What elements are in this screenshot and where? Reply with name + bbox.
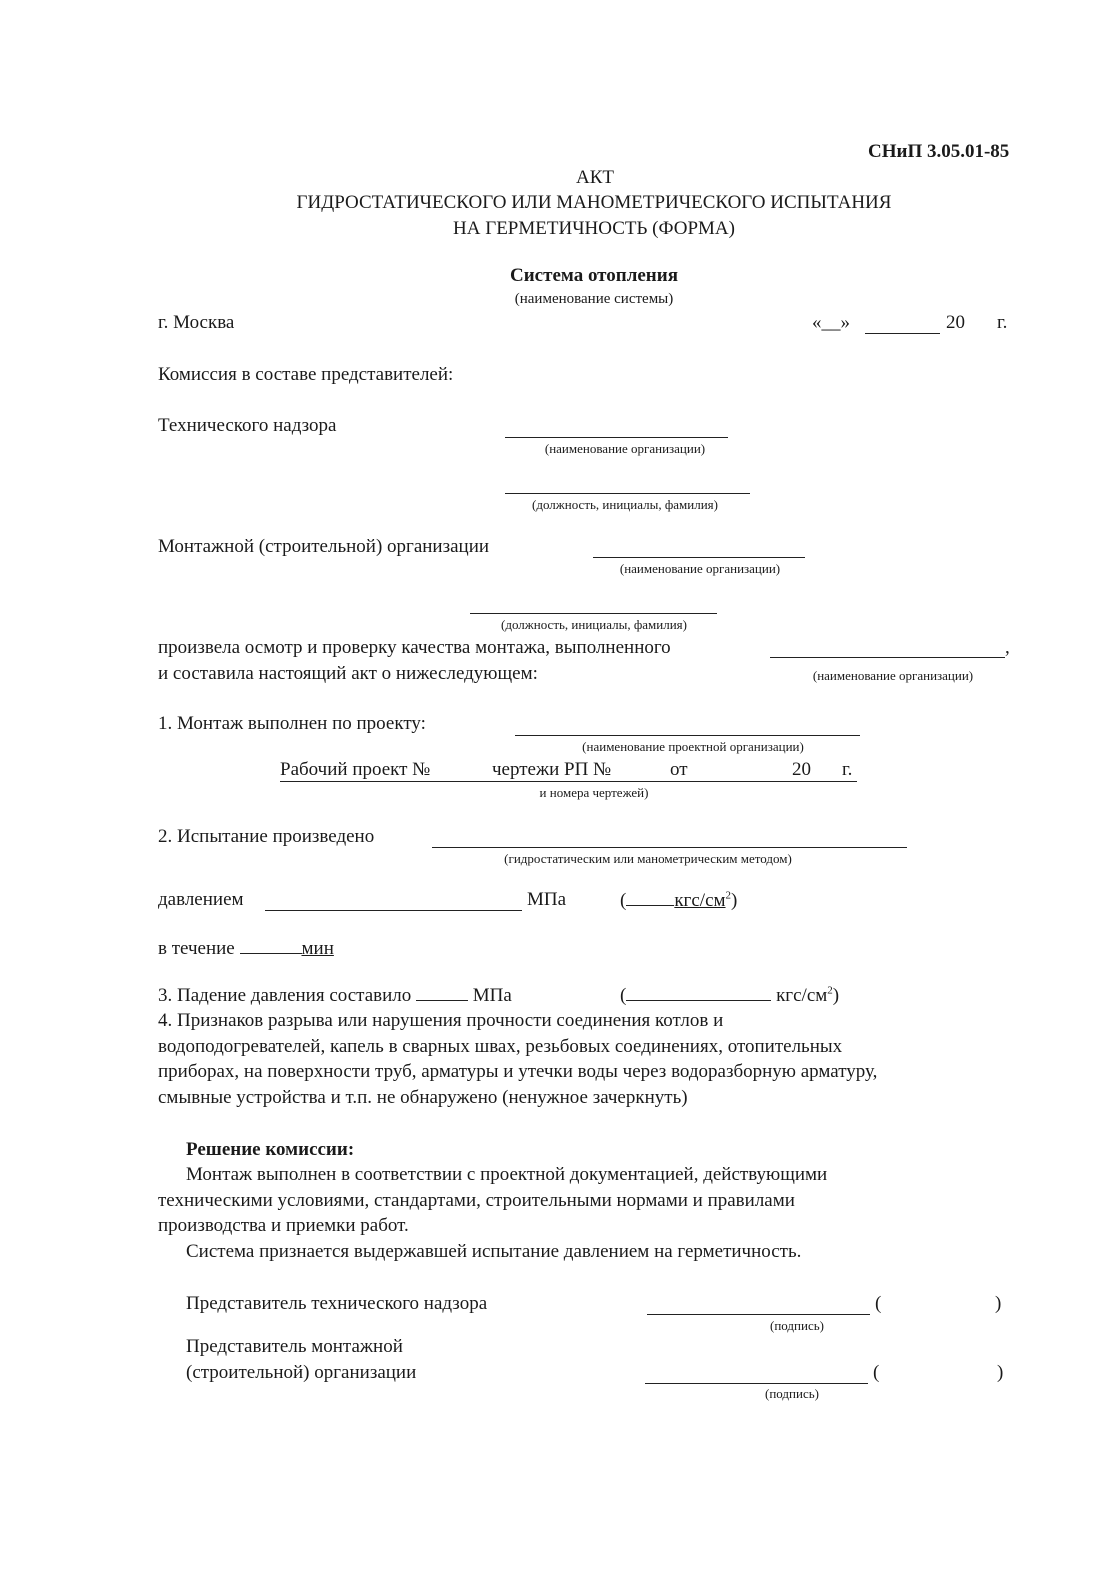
item-4-line-2: водоподогревателей, капель в сварных швах, резьбовых соединениях, отопительных xyxy=(158,1036,843,1057)
tech-paren-open: ( xyxy=(875,1293,882,1314)
project-year: 20 xyxy=(792,759,811,780)
drawings-label: чертежи РП № xyxy=(492,759,612,780)
install-org-caption: (наименование организации) xyxy=(619,561,781,576)
decision-line-2: техническими условиями, стандартами, строительными нормами и правилами xyxy=(158,1190,795,1211)
project-line xyxy=(280,759,857,782)
method-caption: (гидростатическим или манометрическим методом) xyxy=(504,851,792,866)
title-line-3: НА ГЕРМЕТИЧНОСТЬ (ФОРМА) xyxy=(453,218,735,239)
system-caption: (наименование системы) xyxy=(514,291,674,307)
install-org-label: Монтажной (строительной) организации xyxy=(158,536,490,557)
project-org-caption: (наименование проектной организации) xyxy=(582,739,804,754)
decision-line-4: Система признается выдержавшей испытание давлением на герметичность. xyxy=(186,1241,802,1262)
performed-text: произвела осмотр и проверку качества монтажа, выполненного xyxy=(158,637,671,658)
kgs-square: 2 xyxy=(725,889,732,902)
paren-close: ) xyxy=(832,985,840,1006)
date-day: «__» xyxy=(812,312,850,333)
install-person-caption: (должность, инициалы, фамилия) xyxy=(501,617,687,632)
commission-intro: Комиссия в составе представителей: xyxy=(158,364,454,385)
tech-person-caption: (должность, инициалы, фамилия) xyxy=(532,497,718,512)
paren-close: ) xyxy=(731,890,738,911)
item-3-text: 3. Падение давления составило xyxy=(158,985,412,1006)
tech-rep-label: Представитель технического надзора xyxy=(186,1293,488,1314)
project-caption: и номера чертежей) xyxy=(539,785,649,800)
drop-mpa: МПа xyxy=(472,985,512,1006)
install-paren-close: ) xyxy=(997,1362,1004,1383)
system-name: Система отопления xyxy=(510,265,678,286)
install-rep-label-1: Представитель монтажной xyxy=(186,1336,403,1357)
item-1: 1. Монтаж выполнен по проекту: xyxy=(158,713,426,734)
during-text: в течение xyxy=(158,938,235,959)
paren-open: ( xyxy=(620,985,627,1006)
install-sign-line xyxy=(645,1383,868,1384)
pressure-mpa: МПа xyxy=(527,889,567,910)
item-2: 2. Испытание произведено xyxy=(158,826,375,847)
performer-line xyxy=(770,657,1005,658)
from-label: от xyxy=(670,759,688,780)
item-3 xyxy=(158,984,512,1007)
decision-title: Решение комиссии: xyxy=(186,1139,355,1160)
minutes-unit: мин xyxy=(301,938,334,959)
pressure-kgs xyxy=(620,889,737,912)
drop-kgs-line xyxy=(626,984,771,1001)
minutes-line xyxy=(240,937,302,954)
tech-sign-caption: (подпись) xyxy=(770,1318,824,1333)
date-year: 20 xyxy=(946,312,965,333)
install-sign-caption: (подпись) xyxy=(765,1386,819,1401)
kgs-line xyxy=(626,889,674,906)
title-akt: АКТ xyxy=(576,167,614,188)
during-label xyxy=(158,937,334,960)
title-line-2: ГИДРОСТАТИЧЕСКОГО ИЛИ МАНОМЕТРИЧЕСКОГО ИСПЫТАНИЯ xyxy=(296,192,892,213)
project-year-suffix: г. xyxy=(842,759,853,780)
project-number-label: Рабочий проект № xyxy=(280,759,431,780)
install-paren-open: ( xyxy=(873,1362,880,1383)
pressure-line xyxy=(265,910,522,911)
item-4-line-1: 4. Признаков разрыва или нарушения прочности соединения котлов и xyxy=(158,1010,724,1031)
paren-open: ( xyxy=(620,890,627,911)
kgs-square: 2 xyxy=(827,984,833,997)
performer-caption: (наименование организации) xyxy=(812,668,974,683)
tech-org-caption: (наименование организации) xyxy=(544,441,706,456)
method-line xyxy=(432,847,907,848)
tech-paren-close: ) xyxy=(995,1293,1002,1314)
install-person-line xyxy=(470,613,717,614)
item-4-line-3: приборах, на поверхности труб, арматуры и утечки воды через водоразборную арматуру, xyxy=(158,1061,878,1082)
tech-sign-line xyxy=(647,1314,870,1315)
date-month-line xyxy=(865,333,940,334)
install-rep-label-2: (строительной) организации xyxy=(186,1362,417,1383)
comma: , xyxy=(1005,637,1010,658)
drop-kgs xyxy=(620,984,839,1007)
kgs-unit: кгс/см xyxy=(674,890,726,911)
project-org-line xyxy=(515,735,860,736)
tech-supervision-label: Технического надзора xyxy=(158,415,337,436)
snip-code: СНиП 3.05.01-85 xyxy=(868,141,1010,162)
item-4-line-4: смывные устройства и т.п. не обнаружено (ненужное зачеркнуть) xyxy=(158,1087,688,1108)
pressure-label: давлением xyxy=(158,889,244,910)
tech-org-line xyxy=(505,437,728,438)
composed-text: и составила настоящий акт о нижеследующем: xyxy=(158,663,538,684)
tech-person-line xyxy=(505,493,750,494)
decision-line-3: производства и приемки работ. xyxy=(158,1215,409,1236)
install-org-line xyxy=(593,557,805,558)
city: г. Москва xyxy=(158,312,235,333)
drop-line xyxy=(416,984,468,1001)
decision-line-1: Монтаж выполнен в соответствии с проектной документацией, действующими xyxy=(186,1164,828,1185)
kgs-unit: кгс/см xyxy=(776,985,828,1006)
date-suffix: г. xyxy=(997,312,1008,333)
